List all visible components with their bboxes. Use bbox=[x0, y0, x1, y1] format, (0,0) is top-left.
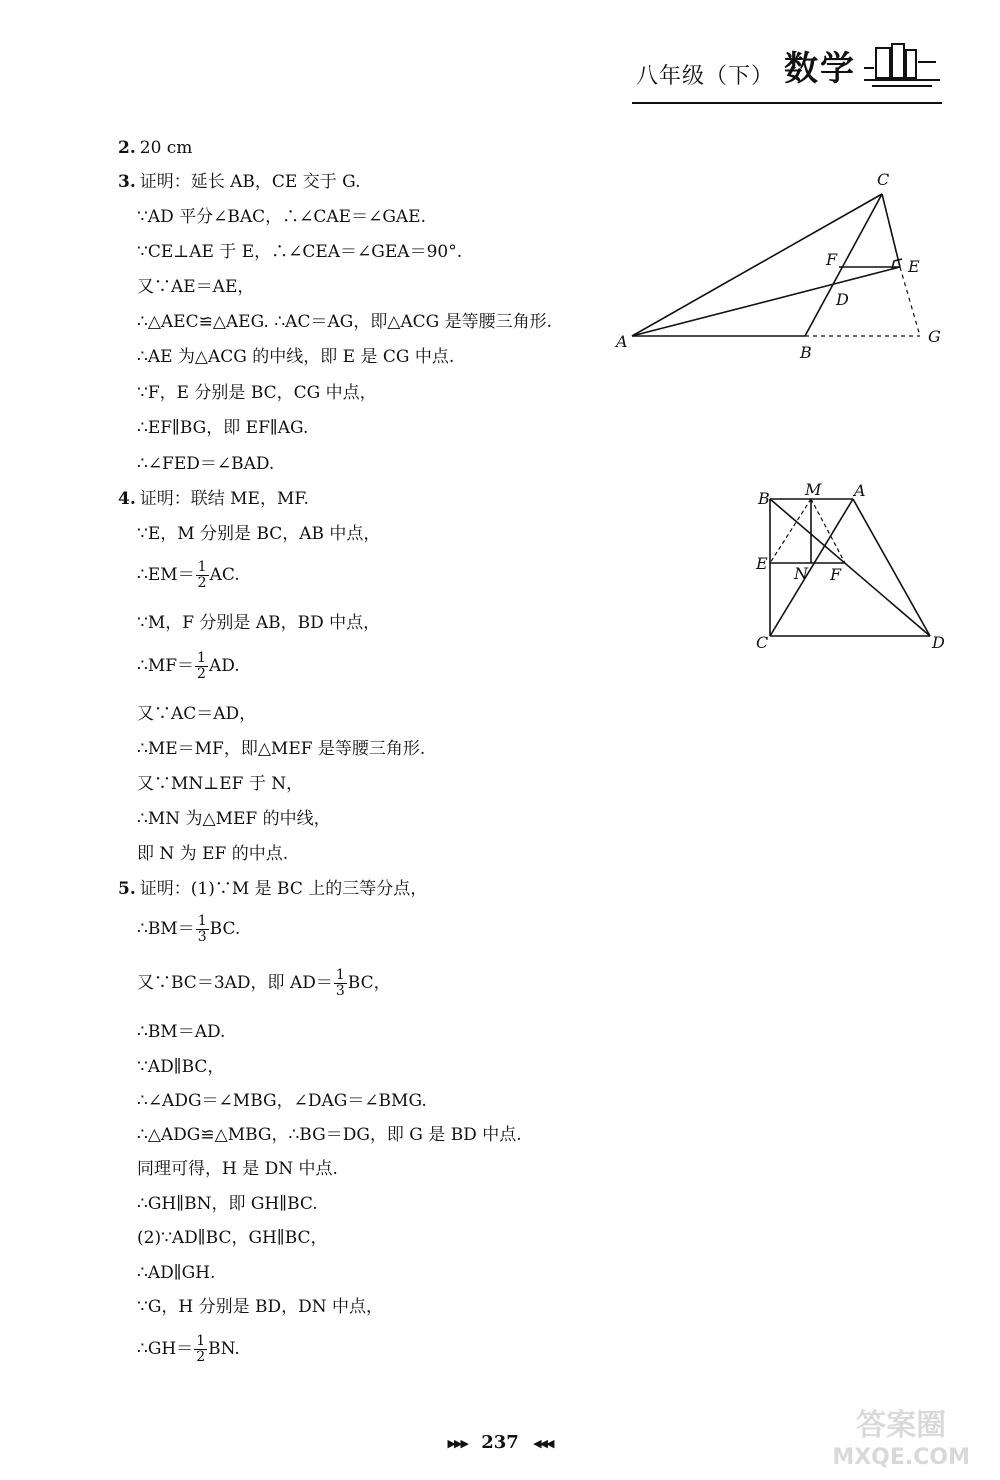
proof-line: 又∵MN⊥EF 于 N， bbox=[137, 774, 304, 794]
arrows-right-icon: ▶▶▶ bbox=[447, 1436, 467, 1450]
label-c: C bbox=[877, 170, 890, 189]
figure-triangle-acg bbox=[610, 165, 950, 390]
figure-trapezoid-abcd bbox=[750, 480, 950, 660]
proof-line: ∴MF＝ $\frac{1}{2}$ AD. bbox=[137, 650, 240, 682]
label-f: F bbox=[826, 250, 838, 269]
proof-line: ∴EM＝ $\frac{1}{2}$ AC. bbox=[137, 559, 240, 591]
proof-line: ∴∠FED＝∠BAD. bbox=[137, 454, 275, 474]
label-b: B bbox=[758, 489, 770, 508]
answer-5-title: 5. 证明：(1)∵M 是 BC 上的三等分点， bbox=[118, 879, 428, 899]
proof-line: ∵E，M 分别是 BC，AB 中点， bbox=[137, 524, 381, 544]
books-icon bbox=[862, 40, 942, 90]
proof-line: 又∵AE＝AE， bbox=[137, 277, 255, 297]
label-a: A bbox=[854, 481, 866, 500]
proof-line: ∴△AEC≌△AEG. ∴AC＝AG，即△ACG 是等腰三角形. bbox=[137, 312, 553, 332]
fraction: $\frac{1}{3}$ bbox=[335, 967, 345, 999]
arrows-left-icon: ◀◀◀ bbox=[533, 1436, 553, 1450]
page-header bbox=[636, 40, 942, 90]
proof-line: ∴∠ADG＝∠MBG，∠DAG＝∠BMG. bbox=[137, 1091, 427, 1111]
proof-line: ∴AD∥GH. bbox=[137, 1263, 216, 1283]
proof-line: ∴BM＝AD. bbox=[137, 1022, 226, 1042]
proof-line: ∵AD 平分∠BAC，∴∠CAE＝∠GAE. bbox=[137, 207, 426, 227]
proof-line: ∵M，F 分别是 AB，BD 中点， bbox=[137, 613, 381, 633]
proof-line: ∴ME＝MF，即△MEF 是等腰三角形. bbox=[137, 739, 426, 759]
label-e: E bbox=[756, 554, 768, 573]
label-n: N bbox=[794, 564, 808, 583]
subject-title: 数学 bbox=[784, 49, 856, 89]
watermark-bottom: MXQE.COM bbox=[832, 1445, 970, 1470]
proof-line: ∵F，E 分别是 BC，CG 中点， bbox=[137, 383, 377, 403]
page-number: 237 bbox=[481, 1432, 519, 1453]
proof-line: 即 N 为 EF 的中点. bbox=[137, 844, 289, 864]
watermark-top: 答案圈 bbox=[856, 1408, 947, 1443]
proof-line: ∵AD∥BC， bbox=[137, 1057, 225, 1077]
label-d: D bbox=[932, 633, 945, 652]
proof-line: 又∵AC＝AD， bbox=[137, 704, 257, 724]
proof-line: ∵CE⊥AE 于 E，∴∠CEA＝∠GEA＝90°. bbox=[137, 242, 463, 262]
label-g: G bbox=[928, 327, 941, 346]
proof-line: ∴△ADG≌△MBG，∴BG＝DG，即 G 是 BD 中点. bbox=[137, 1125, 522, 1145]
answer-3-title: 3. 证明：延长 AB，CE 交于 G. bbox=[118, 172, 361, 192]
proof-line: 又∵BC＝3AD，即 AD＝ $\frac{1}{3}$ BC， bbox=[137, 967, 391, 999]
fraction: $\frac{1}{2}$ bbox=[197, 650, 206, 682]
header-rule bbox=[632, 102, 942, 104]
proof-line: ∴BM＝ $\frac{1}{3}$ BC. bbox=[137, 913, 241, 945]
answer-4-title: 4. 证明：联结 ME，MF. bbox=[118, 489, 309, 509]
proof-line: ∵G，H 分别是 BD，DN 中点， bbox=[137, 1297, 384, 1317]
fraction: $\frac{1}{3}$ bbox=[197, 913, 207, 945]
proof-line: ∴EF∥BG，即 EF∥AG. bbox=[137, 418, 309, 438]
proof-line: ∴GH＝ $\frac{1}{2}$ BN. bbox=[137, 1333, 240, 1365]
proof-line: ∴GH∥BN，即 GH∥BC. bbox=[137, 1194, 318, 1214]
proof-line: ∴AE 为△ACG 的中线，即 E 是 CG 中点. bbox=[137, 347, 455, 367]
proof-line: ∴MN 为△MEF 的中线， bbox=[137, 809, 331, 829]
fraction: $\frac{1}{2}$ bbox=[196, 1333, 206, 1365]
label-f: F bbox=[830, 565, 842, 584]
proof-line: 同理可得，H 是 DN 中点. bbox=[137, 1159, 338, 1179]
label-m: M bbox=[805, 480, 822, 499]
proof-line: (2)∵AD∥BC，GH∥BC， bbox=[137, 1228, 328, 1248]
watermark bbox=[832, 1410, 970, 1474]
label-a: A bbox=[616, 332, 628, 351]
grade-label: 八年级（下） bbox=[635, 64, 774, 89]
fraction: $\frac{1}{2}$ bbox=[197, 559, 207, 591]
label-d: D bbox=[836, 290, 849, 309]
answer-2: 2. 20 cm bbox=[118, 138, 193, 158]
label-b: B bbox=[800, 343, 812, 362]
label-e: E bbox=[908, 257, 920, 276]
label-c: C bbox=[756, 633, 769, 652]
